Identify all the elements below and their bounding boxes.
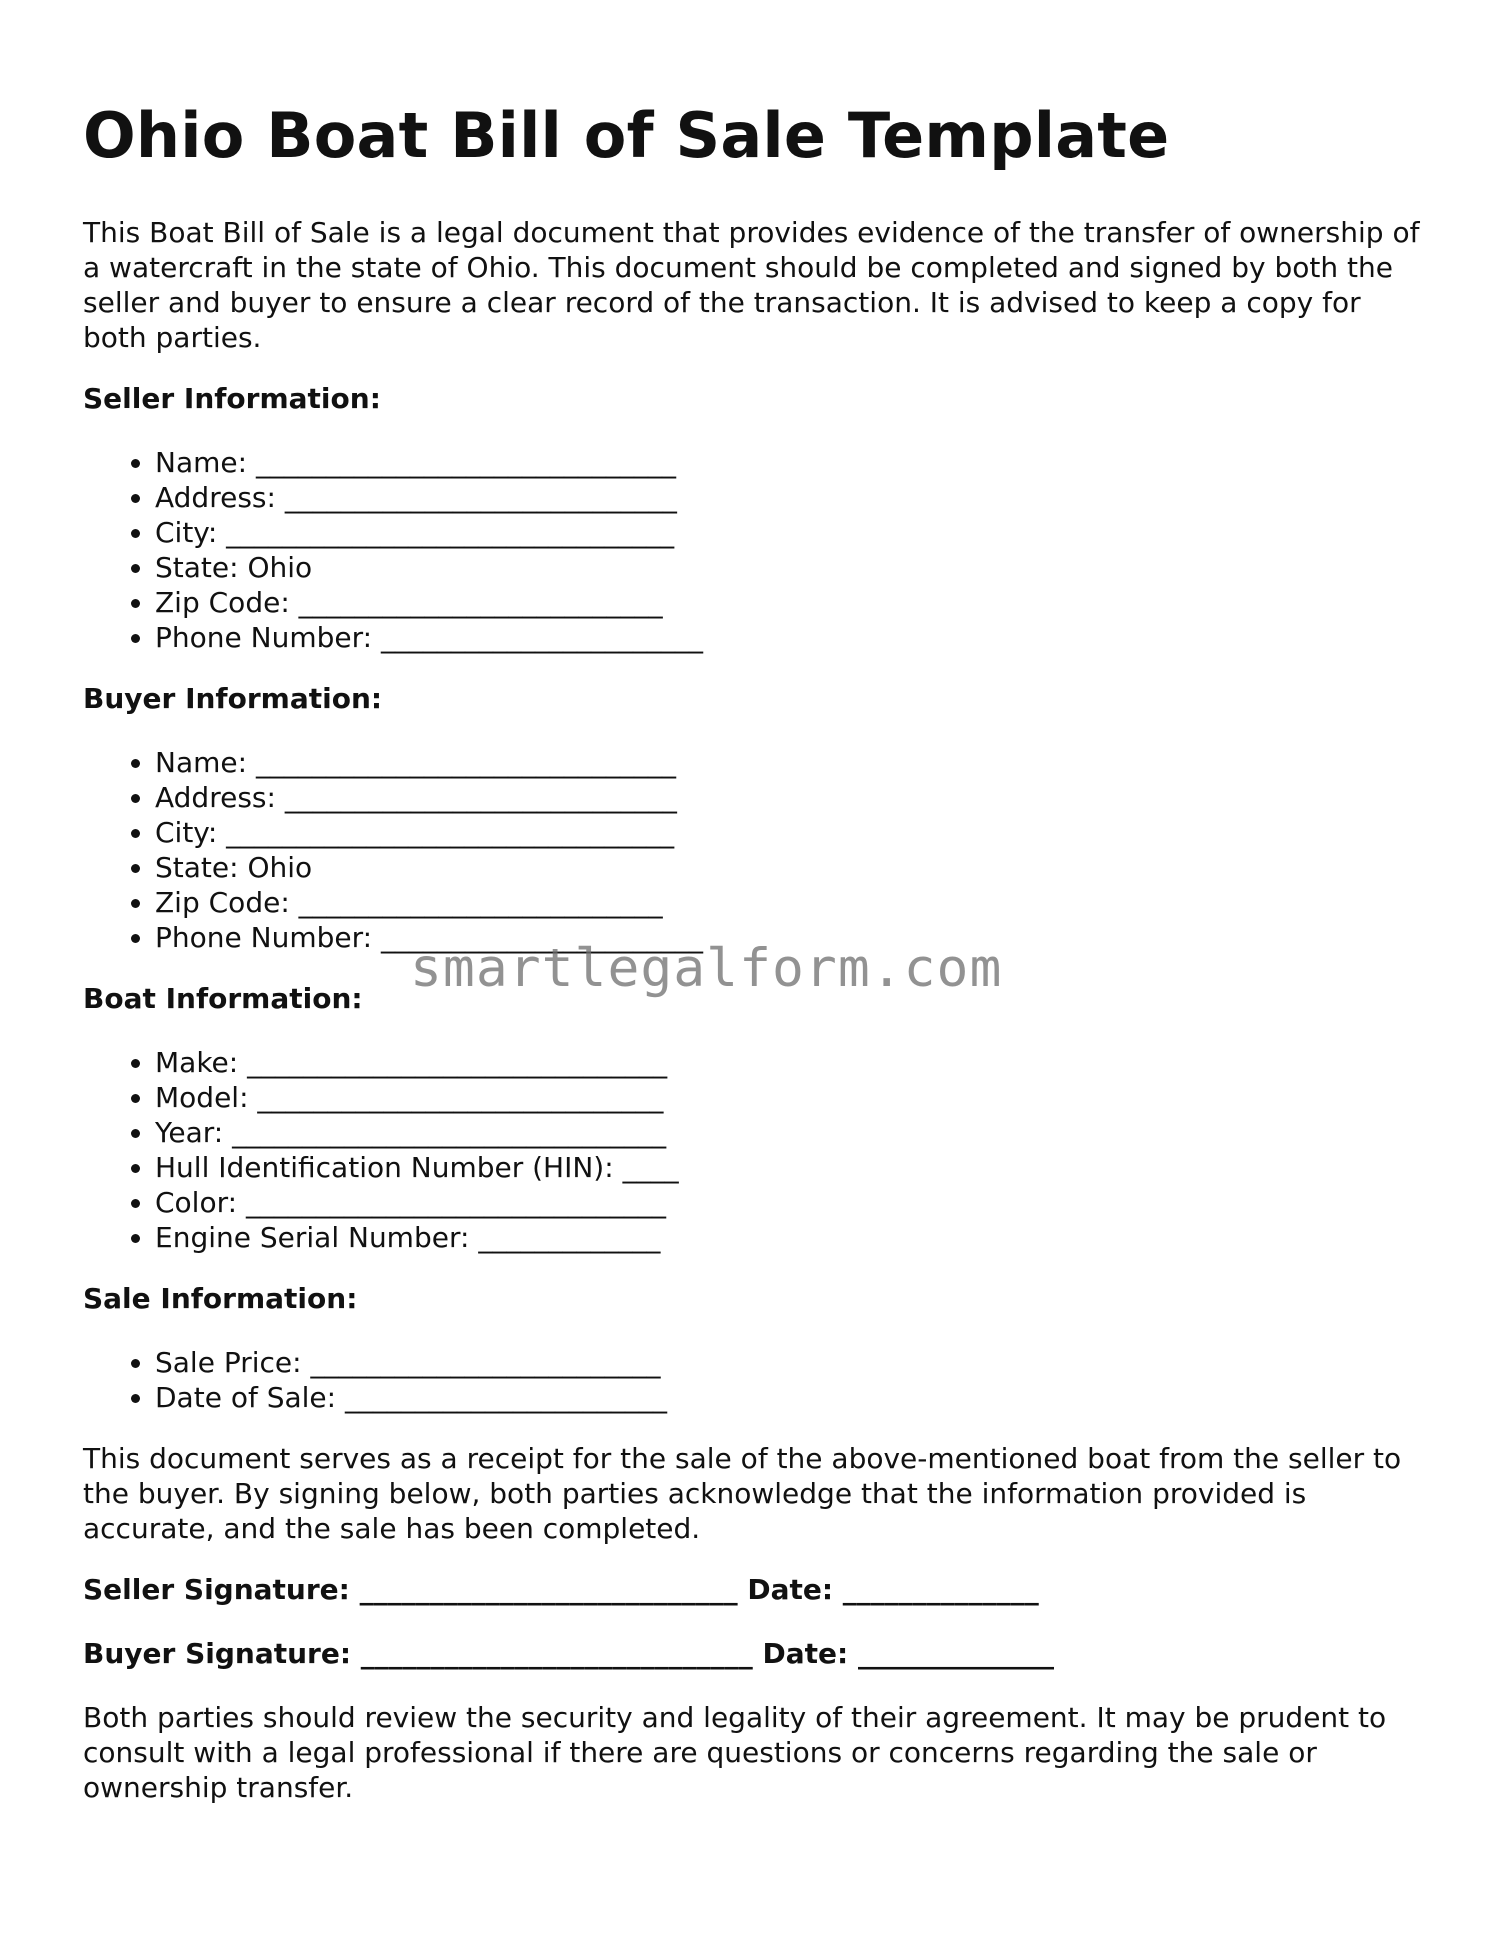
- seller-address-field[interactable]: • Address: ____________________________: [155, 480, 1423, 515]
- boat-color-field[interactable]: • Color: ______________________________: [155, 1185, 1423, 1220]
- boat-make-field[interactable]: • Make: ______________________________: [155, 1045, 1423, 1080]
- seller-zip-field[interactable]: • Zip Code: __________________________: [155, 585, 1423, 620]
- seller-city-field[interactable]: • City: ________________________________: [155, 515, 1423, 550]
- boat-info-list: [83, 1045, 1423, 1255]
- boat-hin-field[interactable]: • Hull Identification Number (HIN): ____: [155, 1150, 1423, 1185]
- watermark: smartlegalform.com: [410, 938, 1003, 999]
- boat-model-field[interactable]: • Model: _____________________________: [155, 1080, 1423, 1115]
- buyer-phone-field[interactable]: • Phone Number: _______________________: [155, 920, 1423, 955]
- buyer-info-list: [83, 745, 1423, 955]
- engine-serial-field[interactable]: • Engine Serial Number: _____________: [155, 1220, 1423, 1255]
- buyer-state-field: • State: Ohio: [155, 850, 1423, 885]
- page-title: Ohio Boat Bill of Sale Template: [83, 99, 1170, 172]
- boat-section-heading: Boat Information:: [83, 982, 363, 1016]
- intro-paragraph: This Boat Bill of Sale is a legal document that provides evidence of the transfer of ownership of a watercraft in the state of Ohio. This document should be completed and signed by both the seller and buyer to ensure a clear record of the transaction. It is advised to keep a copy for both parties.: [83, 216, 1420, 355]
- seller-info-list: [83, 445, 1423, 655]
- receipt-paragraph: This document serves as a receipt for the sale of the above-mentioned boat from the seller to the buyer. By signing below, both parties acknowledge that the information provided is accurate, and the sale has been completed.: [83, 1442, 1402, 1546]
- buyer-zip-field[interactable]: • Zip Code: __________________________: [155, 885, 1423, 920]
- buyer-section-heading: Buyer Information:: [83, 682, 383, 716]
- sale-date-field[interactable]: • Date of Sale: _______________________: [155, 1380, 1423, 1415]
- buyer-signature-line[interactable]: Buyer Signature: ____________________________ Date: ______________: [83, 1637, 1054, 1671]
- boat-year-field[interactable]: • Year: _______________________________: [155, 1115, 1423, 1150]
- seller-state-field: • State: Ohio: [155, 550, 1423, 585]
- sale-info-list: [83, 1345, 1423, 1415]
- buyer-address-field[interactable]: • Address: ____________________________: [155, 780, 1423, 815]
- seller-name-field[interactable]: • Name: ______________________________: [155, 445, 1423, 480]
- buyer-city-field[interactable]: • City: ________________________________: [155, 815, 1423, 850]
- seller-signature-line[interactable]: Seller Signature: ___________________________ Date: ______________: [83, 1573, 1039, 1607]
- buyer-name-field[interactable]: • Name: ______________________________: [155, 745, 1423, 780]
- seller-section-heading: Seller Information:: [83, 382, 381, 416]
- sale-price-field[interactable]: • Sale Price: _________________________: [155, 1345, 1423, 1380]
- sale-section-heading: Sale Information:: [83, 1282, 358, 1316]
- seller-phone-field[interactable]: • Phone Number: _______________________: [155, 620, 1423, 655]
- closing-paragraph: Both parties should review the security and legality of their agreement. It may be prudent to consult with a legal professional if there are questions or concerns regarding the sale or ownership transfer.: [83, 1701, 1387, 1805]
